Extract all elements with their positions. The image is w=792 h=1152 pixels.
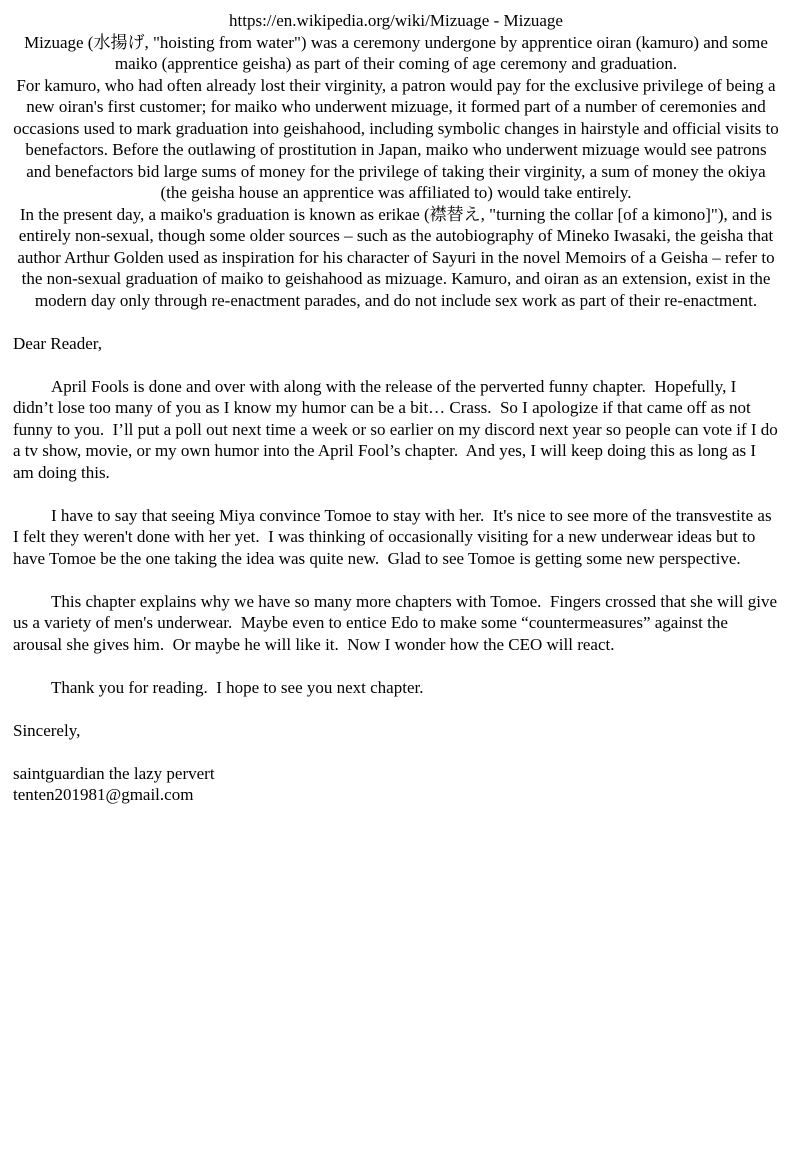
- letter-paragraph-4: Thank you for reading. I hope to see you next chapter.: [51, 677, 424, 697]
- letter-paragraph-2: I have to say that seeing Miya convince Tomoe to stay with her. It's nice to see more of the transvestite as I felt they weren't done with her yet. I was thinking of occasionally visiting for a new underwear ideas but to have Tomoe be the one taking the idea was quite new. Glad to see Tomoe is getting some new perspective.: [13, 505, 776, 568]
- signature-block: [13, 763, 779, 806]
- author-letter-section: [13, 333, 783, 806]
- wiki-excerpt-paragraph-1: Mizuage (水揚げ, "hoisting from water") was a ceremony undergone by apprentice oiran (kamuro) and some maiko (apprentice geisha) as part of their coming of age ceremony and graduation.: [24, 32, 773, 73]
- wiki-excerpt-paragraph-3: In the present day, a maiko's graduation is known as erikae (襟替え, "turning the collar [of a kimono]"), and is entirely non-sexual, though some older sources – such as the autobiography of Mineko Iwasaki, the geisha that author Arthur Golden used as inspiration for his character of Sayuri in the novel Memoirs of a Geisha – refer to the non-sexual graduation of maiko to geishahood as mizuage. Kamuro, and oiran as an extension, exist in the modern day only through re-enactment parades, and do not include sex work as part of their re-enactment.: [17, 204, 779, 310]
- signature-email: tenten201981@gmail.com: [13, 785, 194, 804]
- wiki-excerpt-paragraph-2: For kamuro, who had often already lost their virginity, a patron would pay for the exclusive privilege of being a new oiran's first customer; for maiko who underwent mizuage, it formed part of a number of ceremonies and occasions used to mark graduation into geishahood, including symbolic changes in hairstyle and official visits to benefactors. Before the outlawing of prostitution in Japan, maiko who underwent mizuage would see patrons and benefactors bid large sums of money for the privilege of taking their virginity, a sum of money the okiya (the geisha house an apprentice was affiliated to) would take entirely.: [13, 75, 783, 202]
- signature-name: saintguardian the lazy pervert: [13, 763, 215, 783]
- wiki-excerpt-section: [13, 10, 783, 311]
- letter-salutation: Dear Reader,: [13, 333, 102, 353]
- letter-paragraph-1: April Fools is done and over with along with the release of the perverted funny chapter. Hopefully, I didn’t lose too many of you as I know my humor can be a bit… Crass. So I apologize if that came off as not funny to you. I’ll put a poll out next time a week or so earlier on my discord next year so people can vote if I do a tv show, movie, or my own humor into the April Fool’s chapter. And yes, I will keep doing this as long as I am doing this.: [13, 376, 783, 482]
- letter-paragraph-3: This chapter explains why we have so many more chapters with Tomoe. Fingers crossed that she will give us a variety of men's underwear. Maybe even to entice Edo to make some “countermeasures” against the arousal she gives him. Or maybe he will like it. Now I wonder how the CEO will react.: [13, 591, 782, 654]
- source-url-line: https://en.wikipedia.org/wiki/Mizuage - Mizuage: [229, 11, 563, 30]
- letter-closing: Sincerely,: [13, 720, 81, 740]
